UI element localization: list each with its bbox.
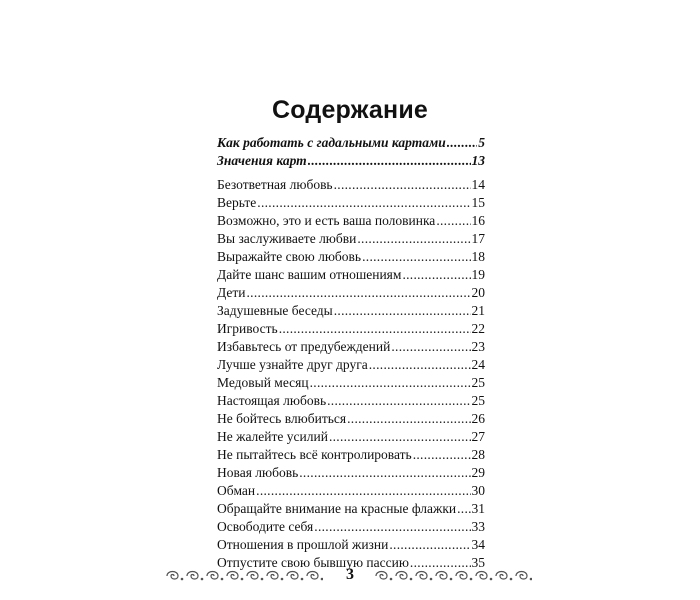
swirl-curl <box>496 572 507 580</box>
toc-leader-dots <box>457 500 470 518</box>
toc-entry-title: Обращайте внимание на красные флажки <box>217 501 457 516</box>
toc-entry-page: 33 <box>471 519 485 534</box>
toc-entry <box>217 152 485 170</box>
swirl-curl <box>436 572 447 580</box>
toc-entry-page: 35 <box>471 555 485 570</box>
toc-entry <box>217 230 485 248</box>
toc-entry-title: Не бойтесь влюбиться <box>217 411 347 426</box>
swirl-curl <box>307 572 318 580</box>
toc-entry-page: 15 <box>471 195 485 210</box>
toc-entry-title: Игривость <box>217 321 278 336</box>
toc-leader-dots <box>357 230 470 248</box>
toc-leader-dots <box>413 446 471 464</box>
toc-entry-title: Отпустите свою бывшую пассию <box>217 555 409 570</box>
toc-leader-dots <box>247 284 471 302</box>
toc-entry <box>217 356 485 374</box>
toc-leader-dots <box>279 320 471 338</box>
swirl-curl <box>476 572 487 580</box>
swirl-dot <box>221 578 224 581</box>
toc-entry-page: 26 <box>471 411 485 426</box>
toc-entry <box>217 392 485 410</box>
toc-entry-title: Дайте шанс вашим отношениям <box>217 267 402 282</box>
toc-entry <box>217 482 485 500</box>
toc-entry <box>217 410 485 428</box>
swirl-curl <box>396 572 407 580</box>
toc-leader-dots <box>327 392 470 410</box>
toc-entry-title: Задушевные беседы <box>217 303 333 318</box>
toc-entry-page: 22 <box>471 321 485 336</box>
swirl-dot <box>490 578 493 581</box>
swirl-dot <box>390 578 393 581</box>
swirl-curl <box>207 572 218 580</box>
swirl-dot <box>410 578 413 581</box>
toc-entry-title: Обман <box>217 483 256 498</box>
toc-entry-page: 25 <box>471 375 485 390</box>
toc-leader-dots <box>389 536 470 554</box>
toc-entry <box>217 176 485 194</box>
toc-entry-page: 29 <box>471 465 485 480</box>
toc-entry-page: 24 <box>471 357 485 372</box>
swirl-dot <box>201 578 204 581</box>
toc-entry-page: 27 <box>471 429 485 444</box>
toc-entry-title: Значения карт <box>217 153 307 168</box>
page-title: Содержание <box>271 96 429 124</box>
toc-entry-page: 21 <box>471 303 485 318</box>
toc-leader-dots <box>402 266 470 284</box>
toc-entry <box>217 464 485 482</box>
toc-leader-dots <box>334 302 471 320</box>
toc-entry-title: Отношения в прошлой жизни <box>217 537 389 552</box>
toc-entry-title: Безответная любовь <box>217 177 333 192</box>
toc-entry-title: Вы заслуживаете любви <box>217 231 357 246</box>
toc-entry-page: 17 <box>471 231 485 246</box>
toc-entry-title: Новая любовь <box>217 465 299 480</box>
swirl-dot <box>470 578 473 581</box>
toc-leader-dots <box>362 248 470 266</box>
page-number: 3 <box>346 566 354 583</box>
swirl-curl <box>287 572 298 580</box>
toc-leader-dots <box>308 152 471 170</box>
toc-entry-title: Дети <box>217 285 246 300</box>
toc-entry <box>217 320 485 338</box>
toc-entry-title: Как работать с гадальными картами <box>217 135 446 150</box>
toc-entry-title: Освободите себя <box>217 519 314 534</box>
toc-entry-title: Медовый месяц <box>217 375 309 390</box>
toc-entry-title: Возможно, это и есть ваша половинка <box>217 213 436 228</box>
toc-leader-dots <box>334 176 471 194</box>
toc-entry-title: Настоящая любовь <box>217 393 327 408</box>
toc-entry-page: 14 <box>471 177 485 192</box>
swirl-dot <box>241 578 244 581</box>
toc-entry-title: Лучше узнайте друг друга <box>217 357 368 372</box>
toc-leader-dots <box>256 482 470 500</box>
toc-entry <box>217 500 485 518</box>
toc-entry-page: 5 <box>478 135 485 150</box>
swirl-curl <box>267 572 278 580</box>
toc-entry-page: 23 <box>471 339 485 354</box>
swirl-curl <box>187 572 198 580</box>
toc-entry-page: 31 <box>471 501 485 516</box>
table-of-contents <box>217 134 485 572</box>
swirl-ornament-icon <box>372 568 532 584</box>
swirl-dot <box>430 578 433 581</box>
toc-entry-list <box>217 176 485 572</box>
swirl-dot <box>281 578 284 581</box>
swirl-dot <box>181 578 184 581</box>
toc-entry-page: 16 <box>471 213 485 228</box>
swirl-curl <box>227 572 238 580</box>
toc-entry-page: 13 <box>471 153 485 168</box>
toc-entry <box>217 428 485 446</box>
toc-entry <box>217 134 485 152</box>
toc-leader-dots <box>257 194 470 212</box>
toc-entry-title: Не жалейте усилий <box>217 429 328 444</box>
page-footer <box>0 566 700 588</box>
toc-leader-dots <box>329 428 471 446</box>
swirl-dot <box>530 578 532 581</box>
toc-entry <box>217 446 485 464</box>
swirl-dot <box>321 578 323 581</box>
swirl-curl <box>516 572 527 580</box>
swirl-curl <box>247 572 258 580</box>
swirl-curl <box>416 572 427 580</box>
toc-entry-page: 18 <box>471 249 485 264</box>
toc-leader-dots <box>299 464 470 482</box>
toc-entry <box>217 212 485 230</box>
swirl-ornament-icon <box>163 568 323 584</box>
toc-entry <box>217 338 485 356</box>
toc-entry <box>217 266 485 284</box>
toc-leader-dots <box>391 338 470 356</box>
swirl-curl <box>456 572 467 580</box>
swirl-dot <box>301 578 304 581</box>
swirl-curl <box>167 572 178 580</box>
toc-entry-page: 30 <box>471 483 485 498</box>
toc-leader-dots <box>369 356 471 374</box>
toc-entry <box>217 374 485 392</box>
toc-entry <box>217 302 485 320</box>
toc-entry-title: Не пытайтесь всё контролировать <box>217 447 412 462</box>
toc-entry-page: 28 <box>471 447 485 462</box>
toc-leader-dots <box>310 374 471 392</box>
swirl-dot <box>450 578 453 581</box>
toc-entry-page: 34 <box>471 537 485 552</box>
toc-entry <box>217 536 485 554</box>
toc-entry-title: Выражайте свою любовь <box>217 249 362 264</box>
toc-entry-title: Верьте <box>217 195 257 210</box>
toc-entry-page: 20 <box>471 285 485 300</box>
toc-leader-dots <box>347 410 470 428</box>
toc-entry-title: Избавьтесь от предубеждений <box>217 339 391 354</box>
toc-entry <box>217 518 485 536</box>
toc-entry <box>217 248 485 266</box>
toc-entry <box>217 194 485 212</box>
toc-leader-dots <box>447 134 478 152</box>
swirl-dot <box>261 578 264 581</box>
swirl-dot <box>510 578 513 581</box>
toc-entry-page: 19 <box>471 267 485 282</box>
toc-leader-dots <box>314 518 470 536</box>
toc-entry <box>217 284 485 302</box>
toc-entry-page: 25 <box>471 393 485 408</box>
toc-leader-dots <box>436 212 470 230</box>
swirl-curl <box>376 572 387 580</box>
